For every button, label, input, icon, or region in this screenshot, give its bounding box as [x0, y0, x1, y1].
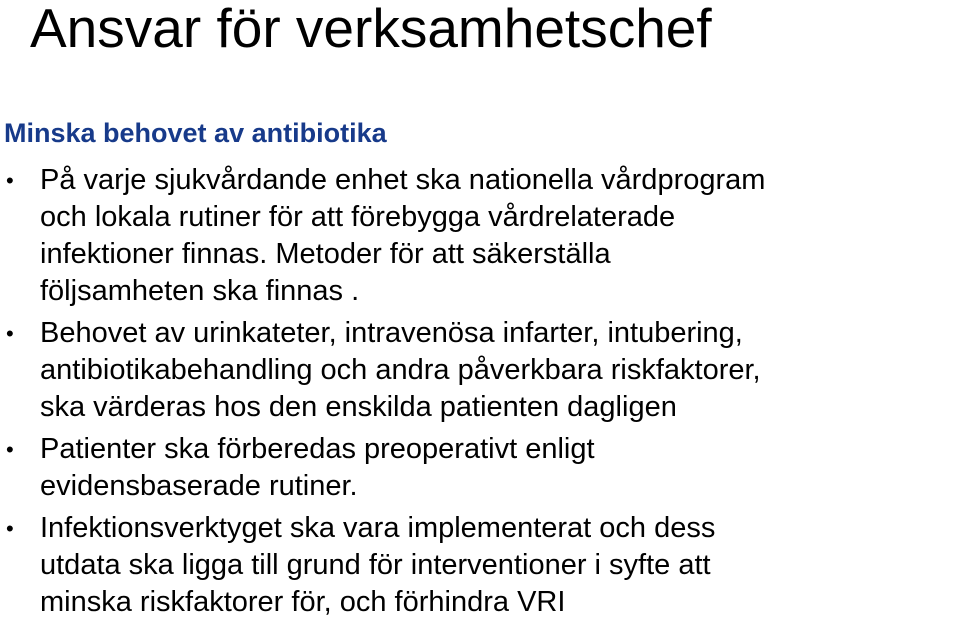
- bullet-list: [0, 162, 959, 626]
- bullet-item-preoperativt: [0, 431, 959, 505]
- bullet-line: och lokala rutiner för att förebygga vårdrelaterade: [40, 201, 676, 233]
- bullet-line: antibiotikabehandling och andra påverkbara riskfaktorer,: [40, 354, 761, 386]
- bullet-line: • Patienter ska förberedas preoperativt enligt: [40, 433, 595, 465]
- slide-subtitle: Minska behovet av antibiotika: [4, 118, 387, 148]
- bullet-item-riskfaktorer: [0, 315, 959, 426]
- bullet-line: utdata ska ligga till grund för interventioner i syfte att: [40, 549, 711, 581]
- bullet-line: • Behovet av urinkateter, intravenösa infarter, intubering,: [40, 317, 743, 349]
- bullet-line: följsamheten ska finnas .: [40, 275, 360, 307]
- bullet-item-infektionsverktyget: [0, 510, 959, 621]
- bullet-line: infektioner finnas. Metoder för att säkerställa: [40, 238, 611, 270]
- bullet-line: • Infektionsverktyget ska vara implementerat och dess: [40, 512, 716, 544]
- bullet-item-vardprogram: [0, 162, 959, 310]
- bullet-line: evidensbaserade rutiner.: [40, 470, 358, 502]
- bullet-line: • På varje sjukvårdande enhet ska nationella vårdprogram: [40, 164, 766, 196]
- slide-title: Ansvar för verksamhetschef: [30, 0, 712, 59]
- bullet-line: ska värderas hos den enskilda patienten dagligen: [40, 391, 677, 423]
- bullet-line: minska riskfaktorer för, och förhindra VRI: [40, 586, 566, 618]
